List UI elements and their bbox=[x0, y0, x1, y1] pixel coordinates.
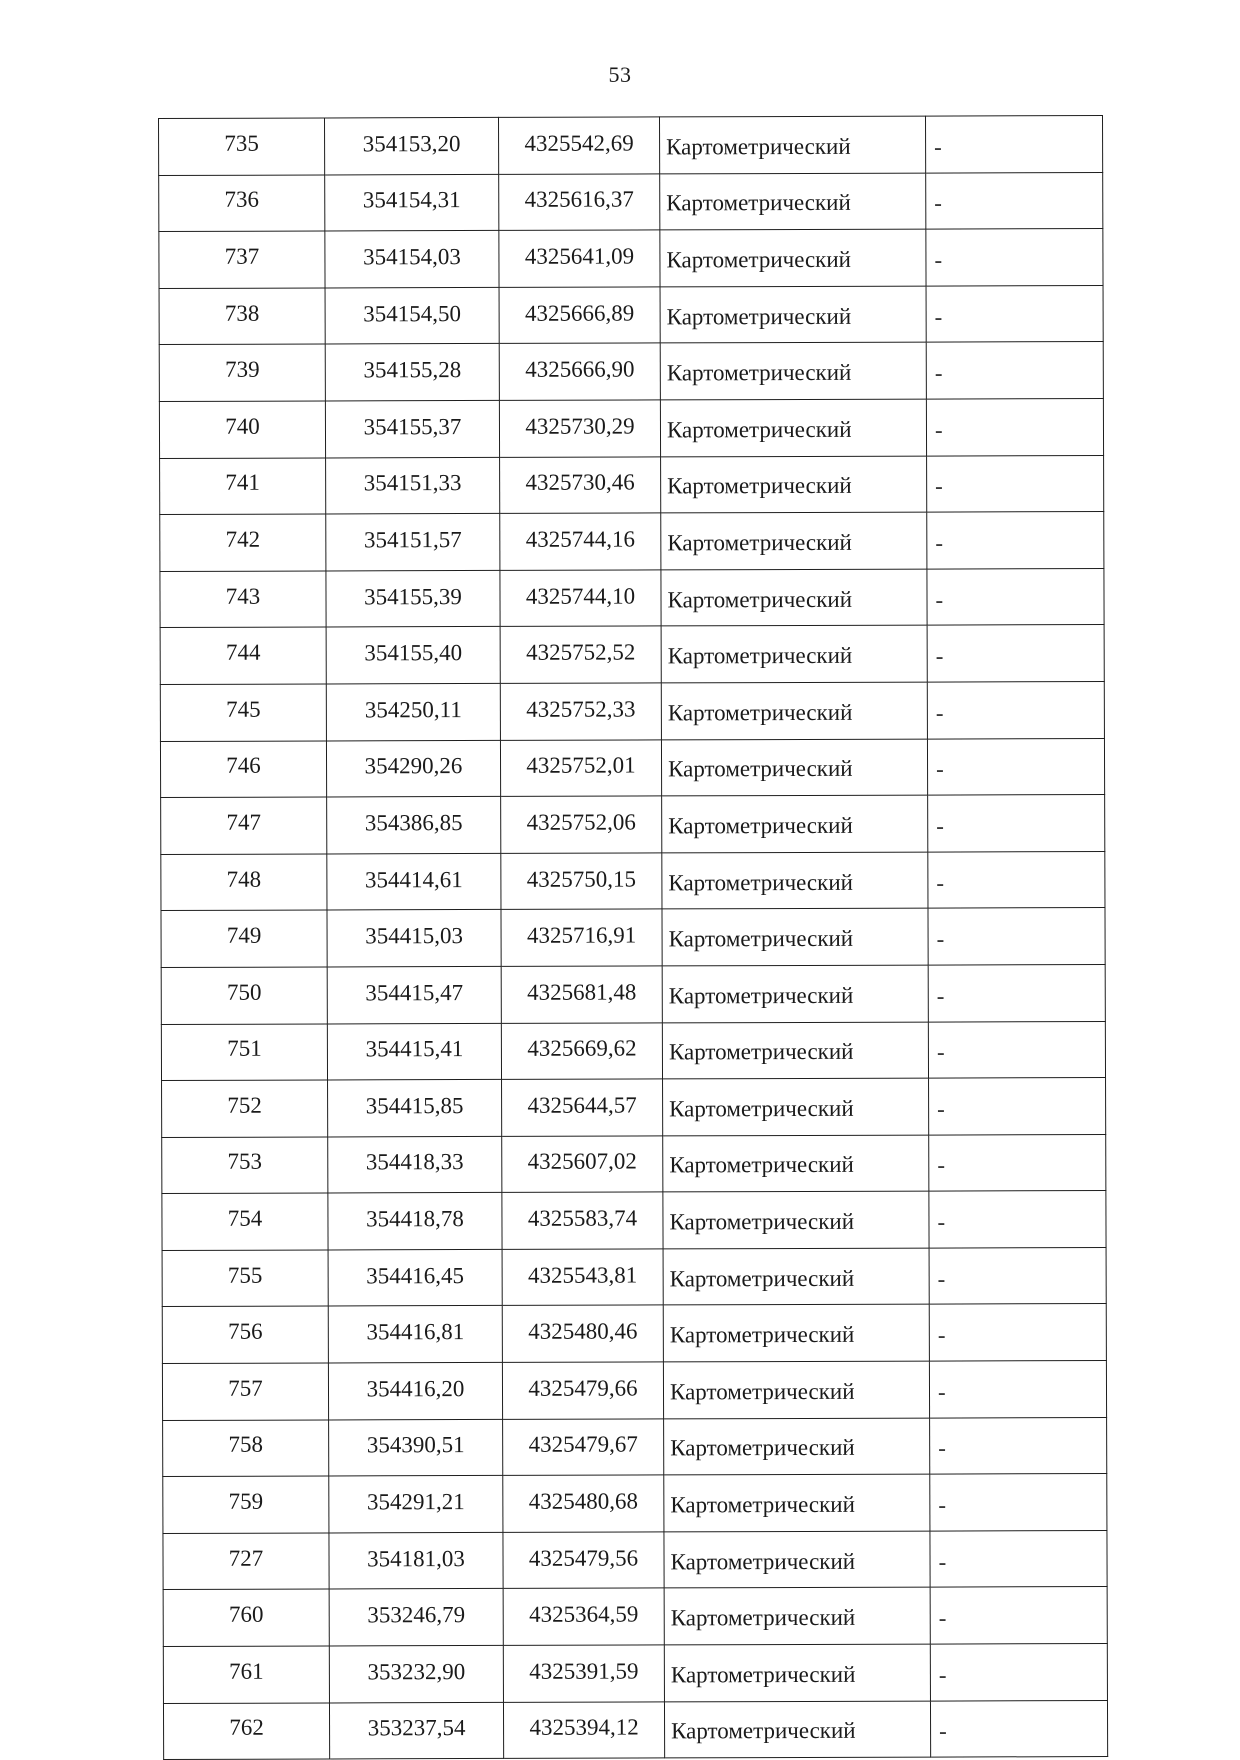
y-coordinate-cell: 4325752,52 bbox=[500, 626, 661, 683]
method-cell: Картометрический bbox=[664, 1588, 930, 1645]
error-cell: - bbox=[928, 908, 1105, 965]
method-cell: Картометрический bbox=[660, 173, 926, 230]
point-number-cell: 745 bbox=[160, 684, 326, 741]
table-row bbox=[161, 964, 1105, 1024]
x-coordinate-cell: 354155,28 bbox=[325, 344, 499, 401]
table-row bbox=[161, 908, 1105, 968]
x-coordinate-cell: 354290,26 bbox=[326, 740, 500, 797]
table-row bbox=[159, 285, 1103, 345]
method-cell: Картометрический bbox=[662, 795, 928, 852]
error-cell: - bbox=[929, 1247, 1106, 1304]
method-cell: Картометрический bbox=[663, 1361, 929, 1418]
error-cell: - bbox=[929, 1304, 1106, 1361]
error-cell: - bbox=[930, 1417, 1107, 1474]
error-cell: - bbox=[926, 342, 1103, 399]
point-number-cell: 735 bbox=[159, 118, 325, 175]
point-number-cell: 737 bbox=[159, 231, 325, 288]
y-coordinate-cell: 4325730,46 bbox=[500, 456, 661, 513]
method-cell: Картометрический bbox=[663, 1078, 929, 1135]
method-cell: Картометрический bbox=[659, 116, 925, 173]
point-number-cell: 736 bbox=[159, 175, 325, 232]
table-row bbox=[162, 1361, 1106, 1421]
error-cell: - bbox=[930, 1587, 1107, 1644]
error-cell: - bbox=[928, 1021, 1105, 1078]
method-cell: Картометрический bbox=[660, 342, 926, 399]
table-row bbox=[159, 229, 1103, 289]
method-cell: Картометрический bbox=[663, 1248, 929, 1305]
error-cell: - bbox=[926, 172, 1103, 229]
x-coordinate-cell: 354250,11 bbox=[326, 683, 500, 740]
point-number-cell: 751 bbox=[161, 1023, 327, 1080]
x-coordinate-cell: 354291,21 bbox=[329, 1476, 503, 1533]
table-row bbox=[160, 625, 1104, 685]
y-coordinate-cell: 4325752,01 bbox=[500, 739, 661, 796]
x-coordinate-cell: 354181,03 bbox=[329, 1532, 503, 1589]
method-cell: Картометрический bbox=[663, 1191, 929, 1248]
x-coordinate-cell: 354415,41 bbox=[327, 1023, 501, 1080]
error-cell: - bbox=[927, 512, 1104, 569]
point-number-cell: 754 bbox=[162, 1193, 328, 1250]
y-coordinate-cell: 4325744,10 bbox=[500, 570, 661, 627]
x-coordinate-cell: 354416,45 bbox=[328, 1249, 502, 1306]
error-cell: - bbox=[926, 285, 1103, 342]
error-cell: - bbox=[927, 681, 1104, 738]
method-cell: Картометрический bbox=[664, 1531, 930, 1588]
error-cell: - bbox=[930, 1700, 1107, 1757]
table-row bbox=[162, 1078, 1106, 1138]
point-number-cell: 753 bbox=[162, 1137, 328, 1194]
y-coordinate-cell: 4325479,56 bbox=[503, 1532, 664, 1589]
x-coordinate-cell: 354154,03 bbox=[325, 231, 499, 288]
table-row bbox=[160, 681, 1104, 741]
error-cell: - bbox=[929, 1078, 1106, 1135]
table-row bbox=[160, 512, 1104, 572]
point-number-cell: 756 bbox=[162, 1306, 328, 1363]
y-coordinate-cell: 4325641,09 bbox=[499, 230, 660, 287]
point-number-cell: 760 bbox=[163, 1589, 329, 1646]
table-row bbox=[162, 1191, 1106, 1251]
x-coordinate-cell: 353237,54 bbox=[329, 1702, 503, 1759]
method-cell: Картометрический bbox=[661, 739, 927, 796]
table-row bbox=[160, 455, 1104, 515]
point-number-cell: 746 bbox=[160, 741, 326, 798]
table-row bbox=[162, 1247, 1106, 1307]
y-coordinate-cell: 4325666,90 bbox=[499, 343, 660, 400]
coordinates-table bbox=[158, 115, 1108, 1760]
table-row bbox=[163, 1644, 1107, 1704]
x-coordinate-cell: 354416,20 bbox=[328, 1362, 502, 1419]
point-number-cell: 738 bbox=[159, 288, 325, 345]
y-coordinate-cell: 4325583,74 bbox=[502, 1192, 663, 1249]
table-body bbox=[159, 116, 1108, 1760]
table-row bbox=[160, 568, 1104, 628]
table-row bbox=[159, 342, 1103, 402]
error-cell: - bbox=[930, 1474, 1107, 1531]
table-row bbox=[161, 851, 1105, 911]
point-number-cell: 742 bbox=[160, 514, 326, 571]
y-coordinate-cell: 4325669,62 bbox=[501, 1022, 662, 1079]
table-row bbox=[162, 1304, 1106, 1364]
method-cell: Картометрический bbox=[660, 229, 926, 286]
x-coordinate-cell: 354418,33 bbox=[328, 1136, 502, 1193]
y-coordinate-cell: 4325394,12 bbox=[503, 1702, 664, 1759]
method-cell: Картометрический bbox=[662, 1022, 928, 1079]
error-cell: - bbox=[928, 851, 1105, 908]
y-coordinate-cell: 4325752,33 bbox=[500, 683, 661, 740]
method-cell: Картометрический bbox=[664, 1474, 930, 1531]
error-cell: - bbox=[930, 1530, 1107, 1587]
method-cell: Картометрический bbox=[661, 569, 927, 626]
error-cell: - bbox=[926, 229, 1103, 286]
error-cell: - bbox=[927, 455, 1104, 512]
point-number-cell: 741 bbox=[160, 458, 326, 515]
method-cell: Картометрический bbox=[664, 1644, 930, 1701]
x-coordinate-cell: 354154,50 bbox=[325, 287, 499, 344]
y-coordinate-cell: 4325644,57 bbox=[502, 1079, 663, 1136]
point-number-cell: 749 bbox=[161, 910, 327, 967]
point-number-cell: 750 bbox=[161, 967, 327, 1024]
method-cell: Картометрический bbox=[662, 965, 928, 1022]
x-coordinate-cell: 354414,61 bbox=[327, 853, 501, 910]
x-coordinate-cell: 354155,39 bbox=[326, 570, 500, 627]
error-cell: - bbox=[927, 625, 1104, 682]
y-coordinate-cell: 4325479,66 bbox=[502, 1362, 663, 1419]
point-number-cell: 758 bbox=[163, 1420, 329, 1477]
point-number-cell: 762 bbox=[163, 1703, 329, 1760]
method-cell: Картометрический bbox=[660, 286, 926, 343]
table-row bbox=[163, 1417, 1107, 1477]
x-coordinate-cell: 354386,85 bbox=[327, 797, 501, 854]
method-cell: Картометрический bbox=[661, 456, 927, 513]
y-coordinate-cell: 4325616,37 bbox=[499, 174, 660, 231]
error-cell: - bbox=[929, 1134, 1106, 1191]
y-coordinate-cell: 4325542,69 bbox=[498, 117, 659, 174]
x-coordinate-cell: 354415,47 bbox=[327, 966, 501, 1023]
table-row bbox=[160, 738, 1104, 798]
x-coordinate-cell: 353232,90 bbox=[329, 1645, 503, 1702]
y-coordinate-cell: 4325752,06 bbox=[501, 796, 662, 853]
x-coordinate-cell: 354151,33 bbox=[326, 457, 500, 514]
y-coordinate-cell: 4325480,68 bbox=[503, 1475, 664, 1532]
method-cell: Картометрический bbox=[663, 1135, 929, 1192]
y-coordinate-cell: 4325730,29 bbox=[499, 400, 660, 457]
error-cell: - bbox=[927, 738, 1104, 795]
point-number-cell: 761 bbox=[163, 1646, 329, 1703]
x-coordinate-cell: 354151,57 bbox=[326, 514, 500, 571]
error-cell: - bbox=[929, 1191, 1106, 1248]
table-row bbox=[163, 1700, 1107, 1760]
error-cell: - bbox=[928, 795, 1105, 852]
x-coordinate-cell: 354390,51 bbox=[329, 1419, 503, 1476]
table-row bbox=[159, 399, 1103, 459]
y-coordinate-cell: 4325543,81 bbox=[502, 1249, 663, 1306]
point-number-cell: 739 bbox=[159, 344, 325, 401]
y-coordinate-cell: 4325744,16 bbox=[500, 513, 661, 570]
table-row bbox=[161, 1021, 1105, 1081]
method-cell: Картометрический bbox=[661, 512, 927, 569]
x-coordinate-cell: 354415,85 bbox=[328, 1080, 502, 1137]
table-row bbox=[162, 1134, 1106, 1194]
point-number-cell: 744 bbox=[160, 627, 326, 684]
error-cell: - bbox=[927, 568, 1104, 625]
table-row bbox=[161, 795, 1105, 855]
error-cell: - bbox=[930, 1644, 1107, 1701]
y-coordinate-cell: 4325750,15 bbox=[501, 853, 662, 910]
point-number-cell: 757 bbox=[162, 1363, 328, 1420]
point-number-cell: 755 bbox=[162, 1250, 328, 1307]
method-cell: Картометрический bbox=[660, 399, 926, 456]
x-coordinate-cell: 354415,03 bbox=[327, 910, 501, 967]
table-row bbox=[163, 1530, 1107, 1590]
error-cell: - bbox=[926, 399, 1103, 456]
error-cell: - bbox=[925, 116, 1102, 173]
y-coordinate-cell: 4325479,67 bbox=[503, 1419, 664, 1476]
point-number-cell: 748 bbox=[161, 854, 327, 911]
y-coordinate-cell: 4325364,59 bbox=[503, 1588, 664, 1645]
error-cell: - bbox=[929, 1361, 1106, 1418]
method-cell: Картометрический bbox=[662, 852, 928, 909]
y-coordinate-cell: 4325391,59 bbox=[503, 1645, 664, 1702]
x-coordinate-cell: 354153,20 bbox=[325, 117, 499, 174]
y-coordinate-cell: 4325666,89 bbox=[499, 287, 660, 344]
x-coordinate-cell: 354416,81 bbox=[328, 1306, 502, 1363]
method-cell: Картометрический bbox=[664, 1701, 930, 1758]
table-row bbox=[159, 172, 1103, 232]
point-number-cell: 752 bbox=[162, 1080, 328, 1137]
point-number-cell: 743 bbox=[160, 571, 326, 628]
y-coordinate-cell: 4325607,02 bbox=[502, 1136, 663, 1193]
method-cell: Картометрический bbox=[663, 1305, 929, 1362]
point-number-cell: 727 bbox=[163, 1533, 329, 1590]
method-cell: Картометрический bbox=[661, 682, 927, 739]
point-number-cell: 740 bbox=[159, 401, 325, 458]
y-coordinate-cell: 4325716,91 bbox=[501, 909, 662, 966]
page-number: 53 bbox=[608, 62, 632, 87]
method-cell: Картометрический bbox=[661, 625, 927, 682]
table-row bbox=[163, 1474, 1107, 1534]
point-number-cell: 747 bbox=[161, 797, 327, 854]
table-row bbox=[159, 116, 1103, 176]
y-coordinate-cell: 4325681,48 bbox=[501, 966, 662, 1023]
x-coordinate-cell: 354155,40 bbox=[326, 627, 500, 684]
x-coordinate-cell: 353246,79 bbox=[329, 1589, 503, 1646]
x-coordinate-cell: 354154,31 bbox=[325, 174, 499, 231]
x-coordinate-cell: 354155,37 bbox=[325, 400, 499, 457]
method-cell: Картометрический bbox=[664, 1418, 930, 1475]
table-row bbox=[163, 1587, 1107, 1647]
x-coordinate-cell: 354418,78 bbox=[328, 1193, 502, 1250]
method-cell: Картометрический bbox=[662, 908, 928, 965]
error-cell: - bbox=[928, 964, 1105, 1021]
y-coordinate-cell: 4325480,46 bbox=[502, 1305, 663, 1362]
point-number-cell: 759 bbox=[163, 1476, 329, 1533]
